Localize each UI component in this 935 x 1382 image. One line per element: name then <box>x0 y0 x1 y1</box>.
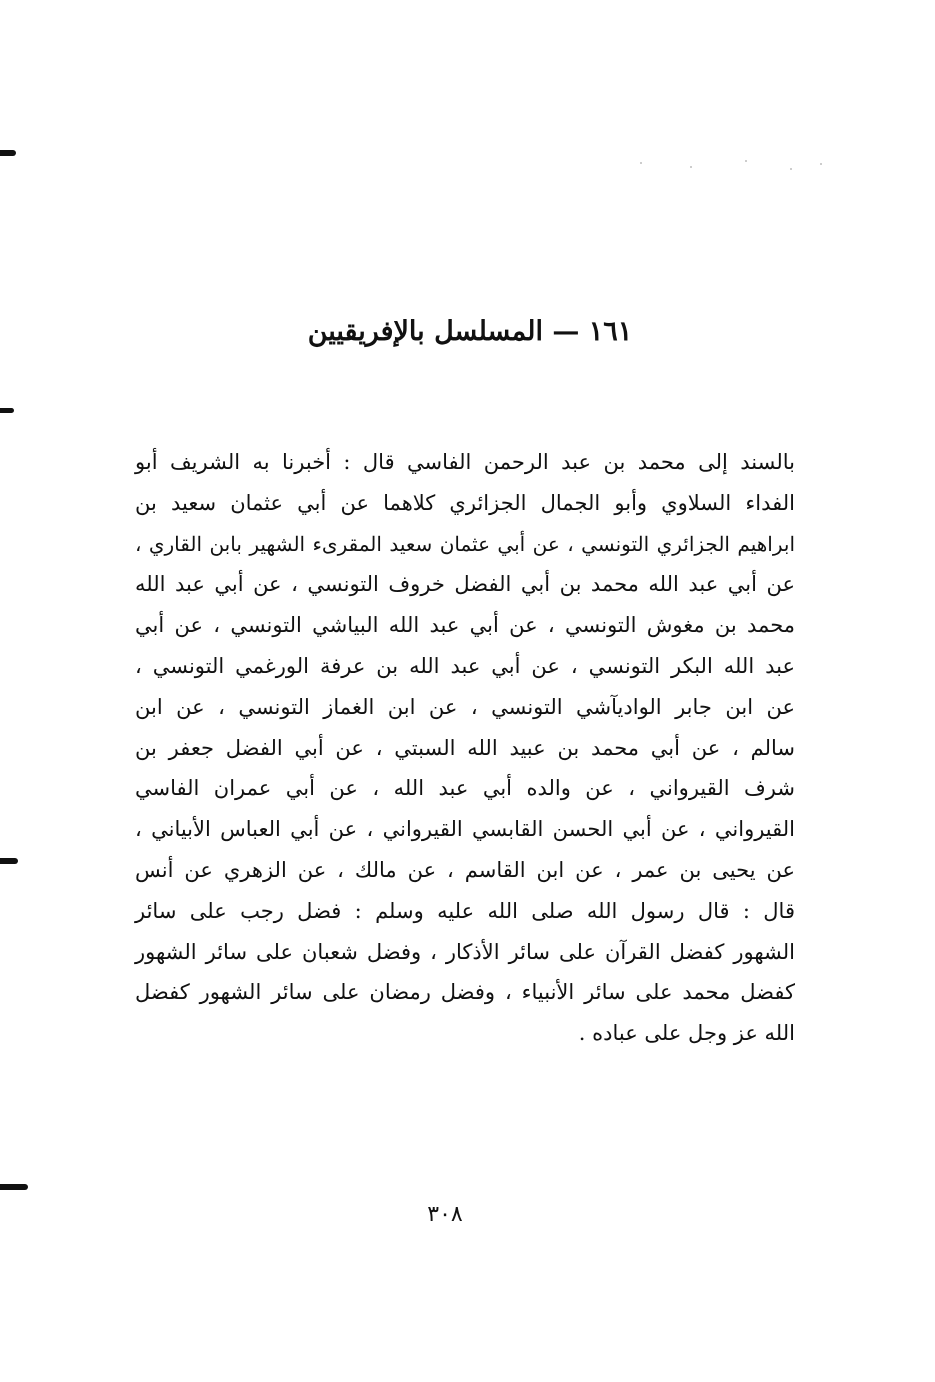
scan-speck <box>820 163 822 165</box>
scan-edge-mark <box>0 1184 28 1190</box>
scan-speck <box>690 166 692 168</box>
scan-edge-mark <box>0 408 14 413</box>
text-line: سالم ، عن أبي محمد بن عبيد الله السبتي ، عن أبي الفضل جعفر بن <box>135 735 795 760</box>
scan-edge-mark <box>0 858 18 864</box>
text-line: الله عز وجل على عباده . <box>578 1021 795 1046</box>
text-line: محمد بن مغوش التونسي ، عن أبي عبد الله البياشي التونسي ، عن أبي <box>135 613 795 638</box>
text-line: بالسند إلى محمد بن عبد الرحمن الفاسي قال : أخبرنا به الشريف أبو <box>135 450 795 474</box>
text-line: الشهور كفضل القرآن على سائر الأذكار ، وفضل شعبان على سائر الشهور <box>135 939 795 964</box>
text-line: عن أبي عبد الله محمد بن أبي الفضل خروف التونسي ، عن أبي عبد الله <box>135 572 795 597</box>
text-line: كفضل محمد على سائر الأنبياء ، وفضل رمضان على سائر الشهور كفضل <box>135 980 795 1005</box>
text-line: عبد الله البكر التونسي ، عن أبي عبد الله بن عرفة الورغمي التونسي ، <box>135 653 795 678</box>
scan-speck <box>745 160 747 162</box>
text-line: قال : قال رسول الله صلى الله عليه وسلم : فضل رجب على سائر <box>135 898 795 923</box>
text-line: ابراهيم الجزائري التونسي ، عن أبي عثمان سعيد المقرىء الشهير بابن القاري ، <box>135 531 795 556</box>
scan-edge-mark <box>0 150 16 156</box>
page-number: ٣٠٨ <box>427 1202 463 1227</box>
text-line: عن يحيى بن عمر ، عن ابن القاسم ، عن مالك ، عن الزهري عن أنس <box>135 857 795 882</box>
scan-speck <box>790 168 792 170</box>
body-paragraph <box>135 442 795 1054</box>
text-line: الفداء السلاوي وأبو الجمال الجزائري كلاهما عن أبي عثمان سعيد بن <box>135 490 795 515</box>
text-line: شرف القيرواني ، عن والده أبي عبد الله ، عن أبي عمران الفاسي <box>135 776 795 801</box>
scan-speck <box>640 162 642 164</box>
section-title: ١٦١ — المسلسل بالإفريقيين <box>307 316 633 347</box>
text-line: القيرواني ، عن أبي الحسن القابسي القيرواني ، عن أبي العباس الأبياني ، <box>135 817 795 842</box>
text-line: عن ابن جابر الواديآشي التونسي ، عن ابن الغماز التونسي ، عن ابن <box>135 694 795 719</box>
